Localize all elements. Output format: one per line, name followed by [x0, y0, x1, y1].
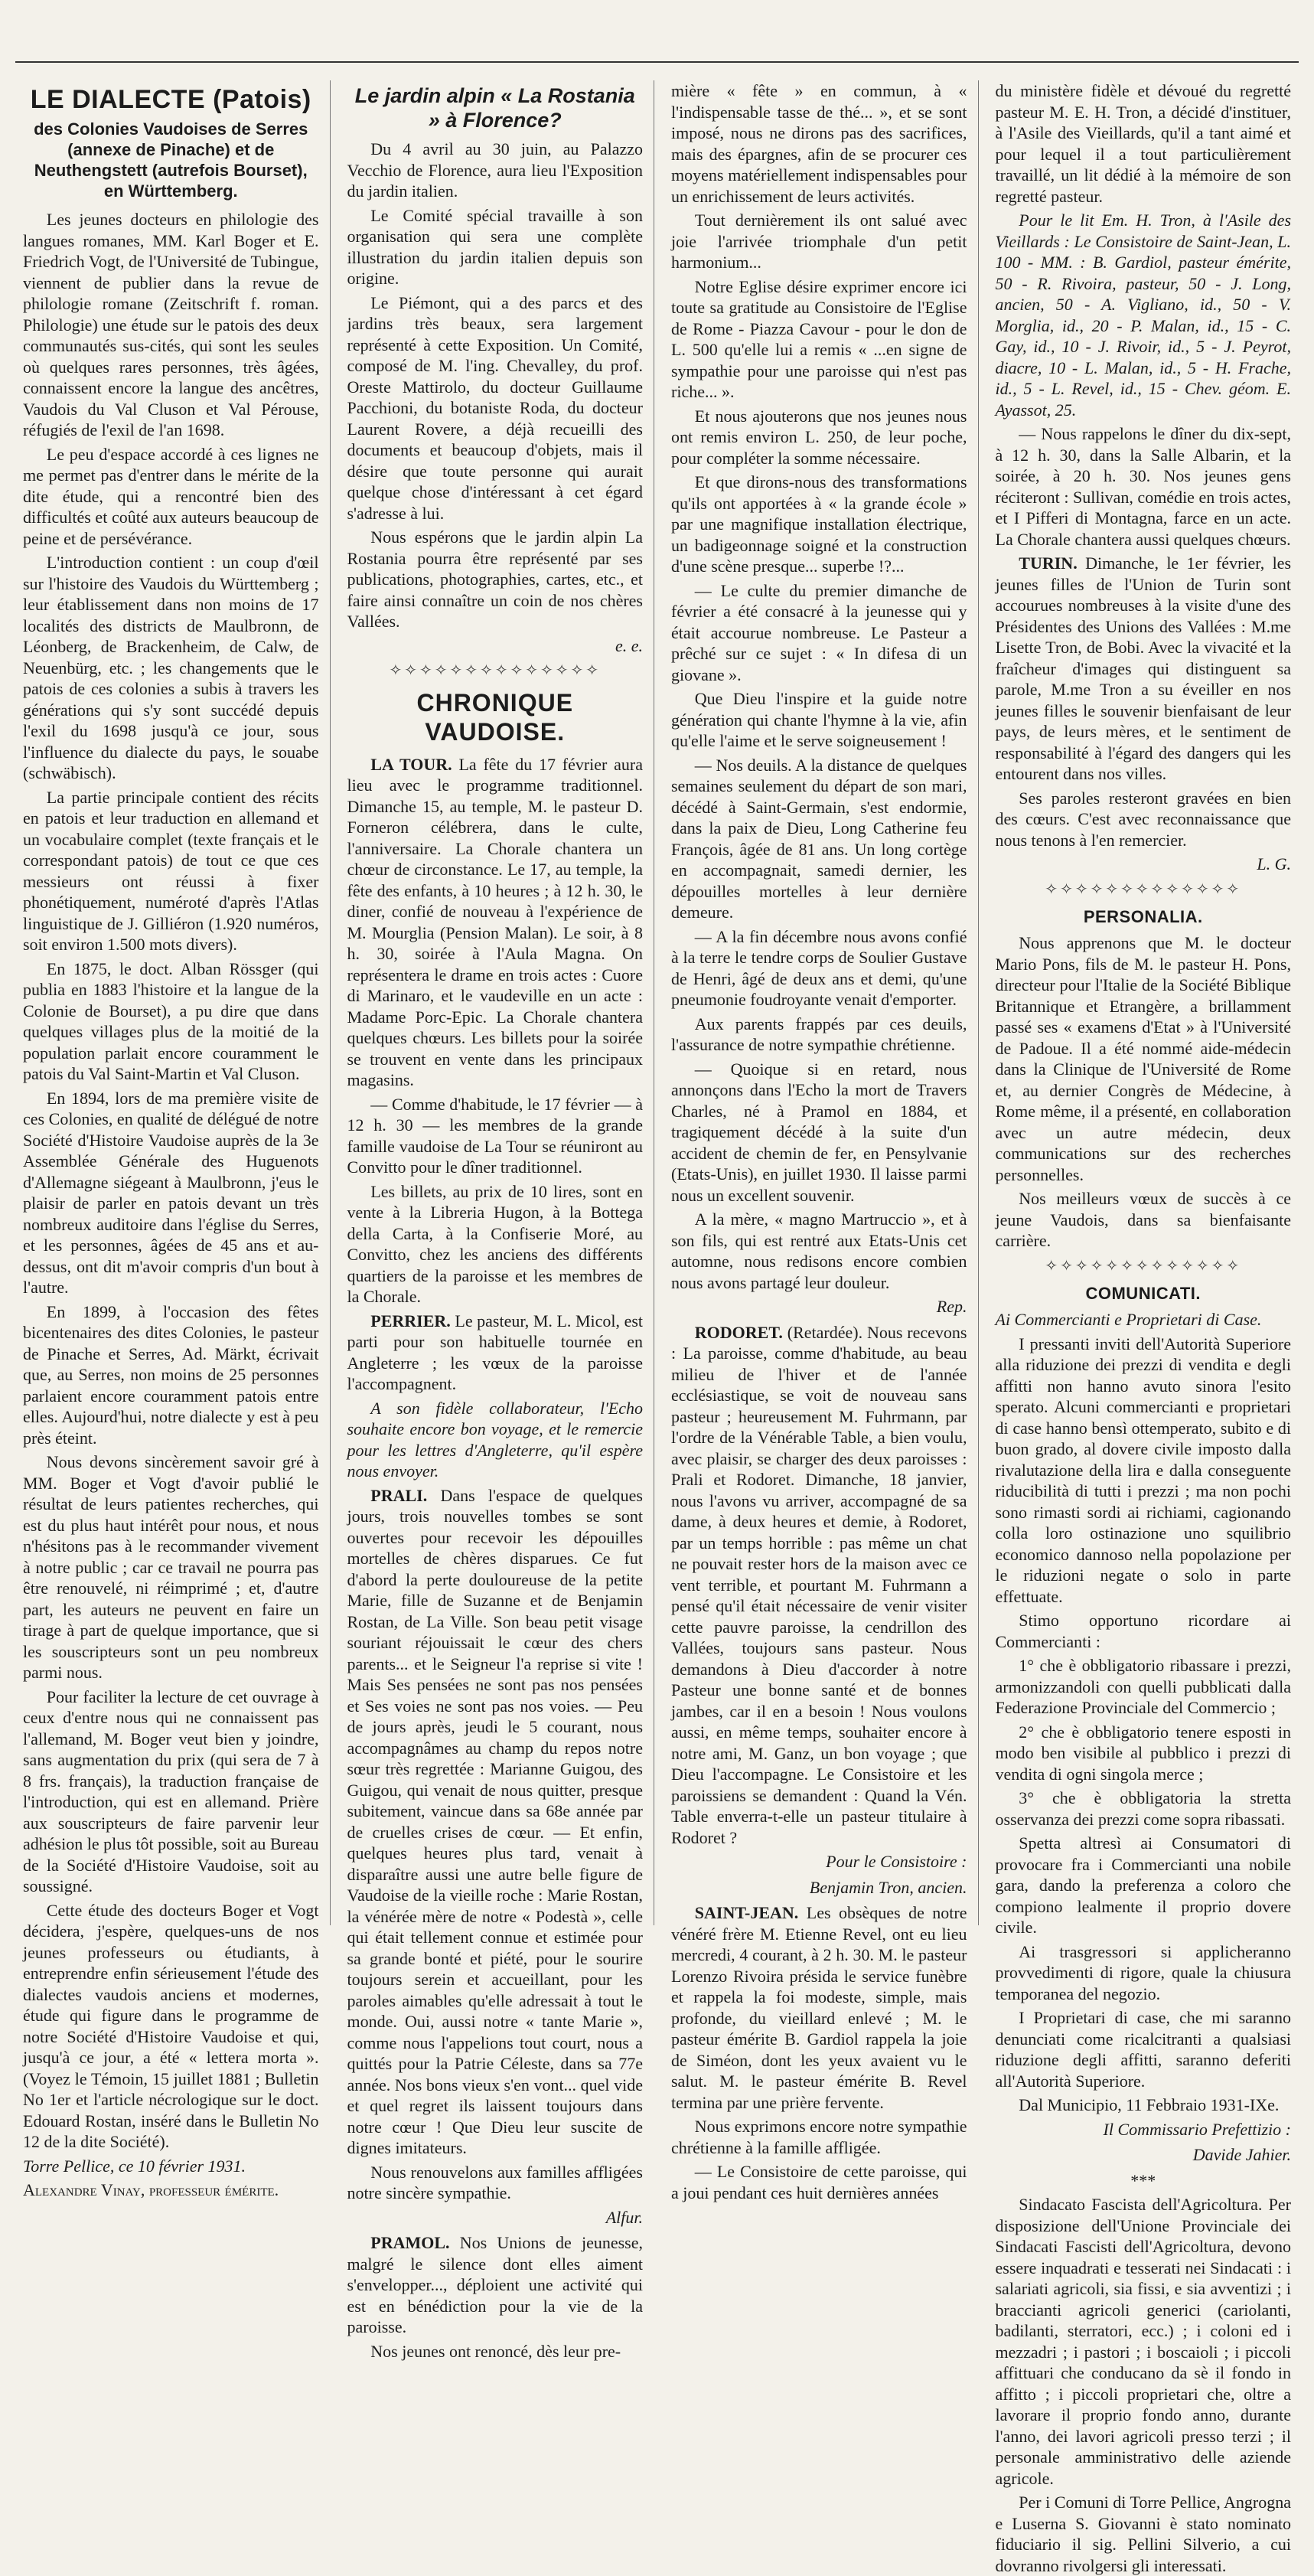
comunicati-para: Spetta altresì ai Consumatori di provocare fra i Commercianti una nobile gara, dando la preferenza a coloro che compiono lealmente il proprio dovere civile.: [995, 1833, 1291, 1937]
prali-text: Dans l'espace de quelques jours, trois nouvelles tombes se sont ouvertes pour recevoir les dépouilles mortelles de chères disparues. Ce fut d'abord la perte douloureuse de la petite Marie, fille de Suzanne et de Benjamin Rostan, de La Ville. Son beau petit visage souriant réjouissait le cœur des chers parents... et le Seigneur l'a reprise si vite ! Mais Ses pensées ne sont pas nos pensées et Ses voies ne sont pas nos voies. — Peu de jours après, jeudi le 5 courant, nous accompagnâmes au champ du repos notre sœur très regrettée : Marianne Guigou, des Guigou, qui venait de nous quitter, presque subitement, vaincue dans sa 68e année par de cruelles crises de cœur. — Et enfin, quelques heures plus tard, venait à disparaître aussi une autre belle figure de Vaudoise de la vieille roche : Marie Rostan, la vénérée mère de notre « Podestà », celle qui était tellement connue et estimée pour sa grande bonté et piété, pour le sourire toujours serein et accueillant, pour les paroles aimables qu'elle adressait à tout le monde. Oui, aussi notre « tante Marie », comme nous l'appelions tout court, nous a quittés pour la Patrie Céleste, dans sa 77e année. Nos bons vieux s'en vont... quel vide et quel regret ils laissent toujours dans notre cœur ! Que Dieu leur suscite de dignes imitateurs.: [347, 1485, 643, 2157]
rodoret-lead: RODORET.: [694, 1322, 783, 1342]
comunicati-para: Ai trasgressori si applicheranno provvedimenti di rigore, quale la chiusura temporanea del negozio.: [995, 1941, 1291, 2003]
latour-lead: LA TOUR.: [370, 754, 452, 774]
comunicati-para: 3° che è obbligatoria la stretta osservanza dei prezzi come sopra ribassati.: [995, 1788, 1291, 1829]
stjean-para: Nous exprimons encore notre sympathie chrétienne à la famille affligée.: [671, 2117, 967, 2157]
turin-text: Dimanche, le 1er février, les jeunes filles de l'Union de Turin sont accourues nombreuses à la visite d'une des Présidentes des Unions des Vallées : M.me Lisette Tron, de Bobi. Avec la vivacité et la fraîcheur d'images qui distinguent sa parole, M.me Tron a su éveiller en nos jeunes filles le souvenir bienfaisant de leur pays, de leurs mères, et le sentiment de responsabilité à l'égard des dangers qui les entourent dans nos villes.: [995, 553, 1292, 783]
dialecte-para: Nous devons sincèrement savoir gré à MM. Boger et Vogt d'avoir publié le résultat de leurs patientes recherches, qui est du plus haut intérêt pour nous, et nous n'hésitons pas à le recommander vivement à notre public ; car ce travail ne pourra pas être renouvelé, ni réimprimé ; et, d'autre part, les auteurs ne peuvent en faire un tirage à part de quelque importance, que si les souscripteurs sont un peu nombreux parmi nous.: [23, 1452, 319, 1682]
rostania-para: Le Piémont, qui a des parcs et des jardins très beaux, sera largement représenté à cette Exposition. Un Comité, composé de M. l'ing. Chevalley, du prof. Oreste Mattirolo, du docteur Guillaume Pacchioni, du botaniste Roda, du docteur Laurent Rovere, a déjà recueilli des documents et beaucoup d'objets, mais il désire que toute personne qui aurait quelque chose d'intéressant à cet égard s'adresse à lui.: [347, 292, 643, 523]
comunicati-para: 1° che è obbligatorio ribassare i prezzi, armonizzandoli con quelli pubblicati dalla Federazione Provinciale del Commercio ;: [995, 1656, 1291, 1717]
comunicati-role: Il Commissario Prefettizio :: [1103, 2119, 1291, 2139]
stars-divider: ***: [1130, 2170, 1156, 2190]
pramol-cont-para: Aux parents frappés par ces deuils, l'assurance de notre sympathie chrétienne.: [671, 1014, 967, 1054]
pramol-cont-para: A la mère, « magno Martruccio », et à son fils, qui est rentré aux Etats-Unis cet automne, nous redisons encore combien nous avons partagé leur douleur.: [671, 1210, 967, 1292]
perrier-text: Le pasteur, M. L. Micol, est parti pour son habituelle tournée en Angleterre ; les vœux de la paroisse l'accompagnent.: [347, 1311, 644, 1393]
column-2: [347, 80, 655, 2361]
pramol-cont-para: Que Dieu l'inspire et la guide notre génération qui chante l'hymne à la vie, afin qu'elle l'aime et le serve soigneusement !: [671, 689, 967, 750]
dialecte-para: En 1899, à l'occasion des fêtes bicentenaires des dites Colonies, le pasteur de Pinache et Serres, Ad. Märkt, écrivait que, au Serres, non moins de 25 personnes parlaient encore couramment patois entre elles. Aujourd'hui, notre dialecte y est à peu près éteint.: [23, 1301, 319, 1448]
stjean-cont-para: Pour le lit Em. H. Tron, à l'Asile des Vieillards : Le Consistoire de Saint-Jean, L. 100 - MM. : B. Gardiol, pasteur émérite, 50 - R. Rivoira, pasteur, 50 - J. Long, ancien, 50 - A. Vigliano, id., 50 - V. Morglia, id., 20 - P. Malan, id., 15 - C. Gay, id., 10 - J. Rivoir, id., 5 - J. Peyrot, diacre, 10 - L. Malan, id., 5 - H. Frache, id., 5 - L. Revel, id., 15 - Chev. géom. E. Ayassot, 25.: [995, 211, 1291, 420]
comunicati-sign: Davide Jahier.: [1192, 2145, 1291, 2164]
pramol-text: Nos Unions de jeunesse, malgré le silence dont elles aiment s'envelopper..., déploient une activité qui est en bénédiction pour la vie de la paroisse.: [347, 2233, 643, 2336]
dialecte-para: En 1894, lors de ma première visite de ces Colonies, en qualité de délégué de notre Société d'Histoire Vaudoise auprès de la 3e Assemblée Générale des Huguenots d'Allemagne siégeant à Maulbronn, j'eus le plaisir de parler en patois devant un très nombreux auditoire dans l'église du Serres, et les personnes, âgées de 45 ans et au-dessus, ont dit m'avoir compris d'un bout à l'autre.: [23, 1088, 319, 1297]
latour-para: — Comme d'habitude, le 17 février — à 12 h. 30 — les membres de la grande famille vaudoise de La Tour se réuniront au Convitto pour le dîner traditionnel.: [347, 1094, 643, 1177]
column-3: [671, 80, 979, 2202]
pramol-cont-para: — A la fin décembre nous avons confié à la terre le tendre corps de Soulier Gustave de Henri, âgé de deux ans et demi, qu'une pneumonie foudroyante venait d'emporter.: [671, 926, 967, 1009]
stjean-cont-para: du ministère fidèle et dévoué du regretté pasteur M. E. H. Tron, a décidé d'instituer, à l'Asile des Vieillards, qu'il a tant aimé et pour lequel il a tout particulièrement travaillé, un lit dédié à la mémoire de son regretté pasteur.: [995, 81, 1291, 206]
pramol-cont-para: — Le culte du premier dimanche de février a été consacré à la jeunesse qui y était accourue nombreuse. Le Pasteur a prêché sur ce sujet : « In difesa di un giovane ».: [671, 580, 967, 684]
stjean-cont-para: — Nous rappelons le dîner du dix-sept, à 12 h. 30, dans la Salle Albarin, et la soirée, à 20 h. 30. Nos jeunes gens réciteront : Sullivan, comédie en trois actes, et I Pifferi di Montagna, farce en un acte. La Chorale chantera aussi quelques chœurs.: [995, 424, 1291, 549]
dialecte-subtitle: des Colonies Vaudoises de Serres (annexe de Pinache) et de Neuthengstett (autrefois Bourset), en Württemberg.: [34, 119, 308, 201]
turin-sign: L. G.: [1257, 854, 1291, 873]
turin-para: Ses paroles resteront gravées en bien des cœurs. C'est avec reconnaissance que nous tenons à l'en remercier.: [995, 788, 1291, 850]
sindacato-para: Per i Comuni di Torre Pellice, Angrogna e Luserna S. Giovanni è stato nominato fiduciario il sig. Pellini Silverio, a cui dovranno rivolgersi gli interessati.: [995, 2493, 1291, 2575]
dialecte-signature: Alexandre Vinay, professeur émérite.: [23, 2180, 279, 2199]
dialecte-para: En 1875, le doct. Alban Rössger (qui publia en 1883 l'histoire et la langue de la Colonie de Bourset), a pu dire que dans quelques villages plus de la moitié de la population parlait encore couramment le patois du Val Saint-Martin et Val Cluson.: [23, 958, 319, 1083]
comunicati-para: I Proprietari di case, che mi saranno denunciati come ricalcitranti a qualsiasi riduzione degli affitti, saranno deferiti all'Autorità Superiore.: [995, 2008, 1291, 2091]
column-4: [995, 80, 1292, 2575]
personalia-para: Nous apprenons que M. le docteur Mario Pons, fils de M. le pasteur H. Pons, directeur pour l'Italie de la Société Biblique Britannique et Etrangère, a brillamment passé ses « examens d'Etat » à l'Université de Padoue. Il a été nommé aide-médecin dans la Clinique de l'Université de Rome et, au dernier Congrès de Médecine, à Rome même, il a présenté, en collaboration avec un autre médecin, deux communications sur des recherches personnelles.: [995, 933, 1291, 1184]
rostania-sign: e. e.: [615, 635, 643, 655]
dialecte-place-date: Torre Pellice, ce 10 février 1931.: [23, 2156, 246, 2176]
ornament-divider: ✧✧✧✧✧✧✧✧✧✧✧✧✧: [1045, 1257, 1242, 1275]
comunicati-para: 2° che è obbligatorio tenere esposti in modo ben visibile al pubblico i prezzi di vendita di ogni singola merce ;: [995, 1722, 1291, 1784]
pramol-cont-para: Et que dirons-nous des transformations qu'ils ont apportées à « la grande école » par une magnifique installation électrique, un badigeonnage soigné et la construction d'une scène presque... superbe !?...: [671, 472, 967, 576]
stjean-text: Les obsèques de notre vénéré frère M. Etienne Revel, ont eu lieu mercredi, 4 courant, à 2 h. 30. M. le pasteur Lorenzo Rivoira présida le service funèbre et rappela la foi modeste, simple, mais profonde, du vieillard enlevé ; M. le pasteur émérite B. Gardiol rappela la joie de Siméon, dont les yeux avaient vu le salut. M. le pasteur émérite B. Revel termina par une prière fervente.: [671, 1903, 967, 2112]
latour-para: Les billets, au prix de 10 lires, sont en vente à la Libreria Hugon, à la Bottega della Carta, à la Confiserie Moré, au Convitto, chez les anciens des différents quartiers de la paroisse et les membres de la Chorale.: [347, 1181, 643, 1306]
ornament-divider: ✧✧✧✧✧✧✧✧✧✧✧✧✧: [1045, 880, 1242, 898]
pramol-lead: PRAMOL.: [370, 2233, 450, 2252]
column-1: [23, 80, 331, 2199]
sindacato-para: Sindacato Fascista dell'Agricoltura. Per disposizione dell'Unione Provinciale dei Sindacati Fascisti dell'Agricoltura, devono essere inquadrati e tesserati nei Sindacati : i salariati agricoli, sia fissi, e sia avventizi ; i braccianti agricoli generici (cariolanti, badilanti, sterratori, ecc.) ; i coloni ed i mezzadri ; i pastori ; i boscaioli ; i piccoli affittuari che conducano da sè il fondo in affitto ; i piccoli proprietari che, oltre a lavorare il proprio fondo anno, durante l'anno, dei lavori agricoli presso terzi ; il personale amministrativo delle aziende agricole.: [995, 2195, 1291, 2488]
columns: [23, 80, 1292, 2575]
prali-para: Nous renouvelons aux familles affligées notre sincère sympathie.: [347, 2162, 643, 2202]
pramol-cont-para: Et nous ajouterons que nos jeunes nous ont remis environ L. 250, de leur poche, pour compléter la somme nécessaire.: [671, 406, 967, 468]
rodoret-sign: Benjamin Tron, ancien.: [809, 1877, 967, 1897]
rodoret-text: (Retardée). Nous recevons : La paroisse, comme d'habitude, au beau milieu de l'hiver et de l'année ecclésiastique, se voit de nouveau sans pasteur ; heureusement M. Fuhrmann, par l'ordre de la Vénérable Table, a bien voulu, avec plaisir, se charger des deux paroisses : Prali et Rodoret. Dimanche, 18 janvier, nous l'avons vu arriver, accompagné de sa dame, à deux heures et demie, à Rodoret, par un temps horrible : pas même un chat ne pouvait rester hors de la maison avec ce vent terrible, et pourtant M. Fuhrmann a pensé qu'il était nécessaire de venir visiter cette pauvre paroisse, la cendrillon des Vallées, toujours sans pasteur. Nous demandons à Dieu d'accorder à notre Pasteur une bonne santé et de bonnes jambes, car il en a besoin ! Nous voulons aussi, en même temps, souhaiter encore à notre ami, M. Ganz, un bon voyage ; que Dieu l'accompagne. Le Consistoire et les paroissiens se demandent : Quand la Vén. Table enverra-t-elle un pasteur titulaire à Rodoret ?: [671, 1322, 967, 1847]
comunicati-title: COMUNICATI.: [1085, 1284, 1202, 1303]
latour-text: La fête du 17 février aura lieu avec le programme traditionnel. Dimanche 15, au temple, M. le pasteur D. Forneron célébrera, dans le culte, l'anniversaire. La Chorale chantera un chœur de circonstance. Le 17, au temple, la fête des enfants, à 10 heures ; à 12 h. 30, le diner, confié de nouveau à l'expérience de M. Mourglia (Pension Malan). Le soir, à 8 h. 30, soirée à l'Aula Magna. On représentera le drame en trois actes : Cuore di Marinaro, et le vaudeville en un acte : Madame Porc-Epic. La Chorale chantera quelques chœurs. Les billets pour la soirée se trouvent en vente dans les principaux magasins.: [347, 754, 643, 1089]
dialecte-para: Pour faciliter la lecture de cet ouvrage à ceux d'entre nous qui ne connaissent pas l'allemand, M. Boger veut bien y joindre, sans augmentation du prix (qui sera de 7 à 8 frs. français), la traduction française de l'introduction, qui est en allemand. Prière aux souscripteurs de faire parvenir leur adhésion le plus tôt possible, soit au Bureau de la Société d'Histoire Vaudoise, soit au soussigné.: [23, 1686, 319, 1895]
pramol-cont-para: Tout dernièrement ils ont salué avec joie l'arrivée triomphale d'un petit harmonium...: [671, 211, 967, 272]
dialecte-para: La partie principale contient des récits en patois et leur traduction en allemand et un vocabulaire complet (texte français et le correspondant patois) de tout ce que ces messieurs ont réussi à fixer phonétiquement, numéroté d'après l'Atlas linguistique de J. Gilliéron (1.920 numéros, soit environ 1.500 mots divers).: [23, 787, 319, 954]
dialecte-para: L'introduction contient : un coup d'œil sur l'histoire des Vaudois du Württemberg ; leur établissement dans non moins de 17 localités des districts de Maulbronn, de Léonberg, de Brackenheim, de Calw, de Neuenbürg, etc. ; les changements que le patois de ces colonies a subis à travers les générations qui s'y sont succédé depuis l'exil du 1698 jusqu'à ce jour, sous l'influence du dialecte du pays, le souabe (schwäbisch).: [23, 553, 319, 782]
rostania-title: Le jardin alpin « La Rostania » à Florence?: [354, 84, 635, 132]
pramol-cont-para: — Nos deuils. A la distance de quelques semaines seulement du départ de son mari, décédé à Saint-Germain, s'est endormie, dans la paix de Dieu, Long Catherine feu François, âgée de 81 ans. Un long cortège en accompagnait, samedi dernier, les dépouilles mortelles à leur dernière demeure.: [671, 755, 967, 922]
comunicati-para: Stimo opportuno ricordare ai Commercianti :: [995, 1611, 1291, 1651]
rostania-para: Le Comité spécial travaille à son organisation qui sera une complète illustration du jardin italien depuis son origine.: [347, 205, 643, 288]
stjean-para: — Le Consistoire de cette paroisse, qui a joui pendant ces huit dernières années: [671, 2162, 967, 2202]
prali-sign: Alfur.: [605, 2207, 643, 2227]
rodoret-for: Pour le Consistoire :: [826, 1852, 967, 1871]
ornament-divider: ✧✧✧✧✧✧✧✧✧✧✧✧✧✧: [389, 662, 602, 679]
pramol-cont-para: Notre Eglise désire exprimer encore ici toute sa gratitude au Consistoire de l'Eglise de Rome - Piazza Cavour - pour le don de L. 500 qu'elle lui a remis « ...en signe de sympathie pour une paroisse qui n'est pas riche... ».: [671, 276, 967, 401]
perrier-para: A son fidèle collaborateur, l'Echo souhaite encore bon voyage, et le remercie pour les lettres d'Angleterre, qu'il espère nous envoyer.: [347, 1398, 643, 1481]
rostania-para: Du 4 avril au 30 juin, au Palazzo Vecchio de Florence, aura lieu l'Exposition du jardin italien.: [347, 139, 643, 201]
rep-sign: Rep.: [936, 1297, 967, 1316]
dialecte-para: Les jeunes docteurs en philologie des langues romanes, MM. Karl Boger et E. Friedrich Vogt, de l'Université de Tubingue, viennent de publier dans la revue de philologie romane (Zeitschrift f. roman. Philologie) une étude sur le patois des deux communautés sus-cités, qui sont les seules où quelques rares personnes, très âgées, connaissent encore la langue des ancêtres, Vaudois du Val Cluson et Val Pérouse, réfugiés de l'exil de l'an 1698.: [23, 210, 319, 439]
pramol-para: Nos jeunes ont renoncé, dès leur pre-: [370, 2341, 621, 2361]
comunicati-para: I pressanti inviti dell'Autorità Superiore alla riduzione dei prezzi di vendita e degli affitti non hanno avuto sinora l'esito sperato. Alcuni commercianti e proprietari di case hanno bensì ottemperato, subito e di buon grado, al dovere civile imposto dalla rivalutazione della lira e dalla conseguente riducibilità di tutti i prezzi ; ma non pochi sono rimasti sordi ai richiami, cagionando colla loro ostinazione uno squilibrio economico dannoso nella popolazione per le riduzioni negate o solo in parte effettuate.: [995, 1334, 1291, 1606]
rostania-para: Nous espérons que le jardin alpin La Rostania pourra être représenté par ses publications, photographies, cartes, etc., et faire ainsi connaître un coin de nos chères Vallées.: [347, 527, 643, 631]
pramol-cont-para: mière « fête » en commun, à « l'indispensable tasse de thé... », et se sont imposé, nous ne dirons pas des sacrifices, mais des épargnes, afin de se procurer ces moyens matériellement indispensables pour un enrichissement de leurs activités.: [671, 81, 967, 206]
comunicati-date: Dal Municipio, 11 Febbraio 1931-IXe.: [1019, 2095, 1280, 2114]
chronique-title: CHRONIQUE VAUDOISE.: [416, 688, 574, 746]
comunicati-head: Ai Commercianti e Proprietari di Case.: [995, 1310, 1262, 1329]
top-rule: [15, 61, 1299, 63]
perrier-lead: PERRIER.: [370, 1311, 451, 1330]
dialecte-title: LE DIALECTE (Patois): [30, 85, 311, 114]
personalia-para: Nos meilleurs vœux de succès à ce jeune Vaudois, dans sa bienfaisante carrière.: [995, 1189, 1291, 1250]
pramol-cont-para: — Quoique si en retard, nous annonçons dans l'Echo la mort de Travers Charles, né à Pramol en 1884, et tragiquement décédé à la suite d'un accident de chemin de fer, en Pensylvanie (Etats-Unis), en juillet 1930. Il laisse parmi nous un excellent souvenir.: [671, 1059, 967, 1205]
dialecte-para: Cette étude des docteurs Boger et Vogt décidera, j'espère, quelques-uns de nos jeunes professeurs ou étudiants, à entreprendre enfin sérieusement l'étude des dialectes vaudois anciens et modernes, étude qui figure dans le programme de notre Société d'Histoire Vaudoise et qui, jusqu'à ce jour, a été « lettera morta ». (Voyez le Témoin, 15 juillet 1881 ; Bulletin No 1er et l'article nécrologique sur le doct. Edouard Rostan, inséré dans le Bulletin No 12 de la dite Société).: [23, 1900, 319, 2151]
prali-lead: PRALI.: [370, 1485, 428, 1505]
dialecte-para: Le peu d'espace accordé à ces lignes ne me permet pas d'entrer dans le mérite de la dite étude, qui a rencontré bien des difficultés et coûté aux auteurs beaucoup de peine et de persévérance.: [23, 444, 319, 548]
personalia-title: PERSONALIA.: [1083, 907, 1203, 926]
stjean-lead: SAINT-JEAN.: [694, 1903, 799, 1922]
turin-lead: TURIN.: [1019, 553, 1078, 573]
